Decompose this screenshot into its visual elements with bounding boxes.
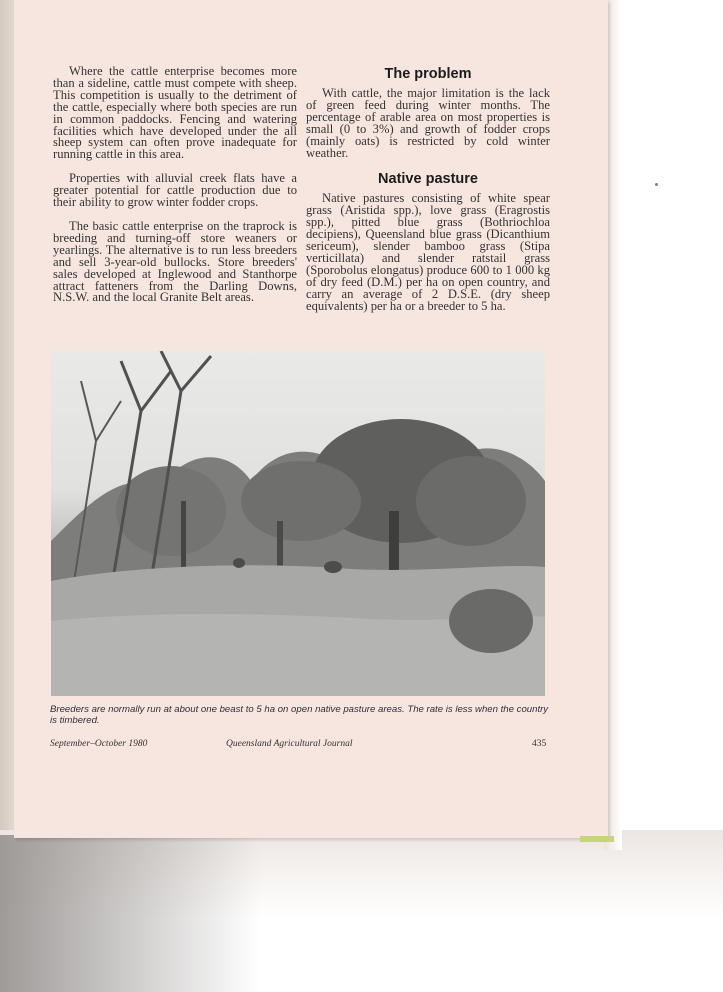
right-column [306,66,550,325]
paragraph-native-pasture: Native pastures consisting of white spear grass (Aristida spp.), love grass (Eragrostis spp.), pitted blue grass (Bothriochloa decipiens), Queensland blue grass (Dicanthium sericeum), slender bamboo grass (Stipa verticillata) and slender ratstail grass (Sporobolus elongatus) produce 600 to 1 000 kg of dry feed (D.M.) per ha on open country, and carry an average of 2 D.S.E. (dry sheep equivalents) per ha or a breeder to 5 ha. [306,191,550,313]
pasture-photo-image [51,351,545,696]
pasture-photograph [51,351,545,696]
heading-problem: The problem [384,66,472,82]
cover-edge [580,836,614,842]
footer-page-number: 435 [532,739,547,749]
heading-native-pasture: Native pasture [378,171,478,188]
photo-caption: Breeders are normally run at about one beast to 5 ha on open native pasture areas. The rate is less when the country is timbered. [50,704,549,726]
footer-journal-title: Queensland Agricultural Journal [226,739,353,749]
left-column [53,66,297,316]
dust-speck [655,183,658,186]
footer-date: September–October 1980 [50,739,148,749]
paragraph-creek-flats: Properties with alluvial creek flats have a greater potential for cattle production due to their ability to grow winter fodder crops. [53,171,297,210]
paragraph-competition: Where the cattle enterprise becomes more than a sideline, cattle must compete with sheep. This competition is usually to the detriment of the cattle, especially where both species are run in common paddocks. Fencing and watering facilities which have developed under the all sheep system can often prove inadequate for running cattle in this area. [53,64,297,162]
table-shadow [0,835,260,992]
paragraph-enterprise: The basic cattle enterprise on the traprock is breeding and turning-off store weaners or yearlings. The alternative is to run less breeders and sell 3-year-old bullocks. Store breeders' sales developed at Inglewood and Stanthorpe attract fatteners from the Darling Downs, N.S.W. and the local Granite Belt areas. [53,218,297,305]
paragraph-problem: With cattle, the major limitation is the lack of green feed during winter months. The percentage of arable area on most properties is small (0 to 3%) and growth of fodder crops (mainly oats) is restricted by cold winter weather. [306,86,550,160]
